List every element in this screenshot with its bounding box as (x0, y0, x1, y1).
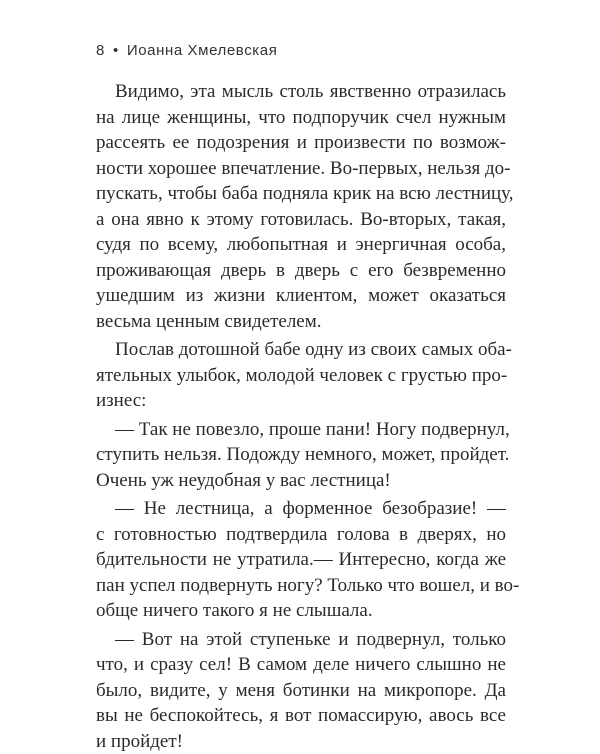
text-line: изнес: (96, 388, 506, 414)
paragraph (96, 79, 506, 334)
text-line: — Не лестница, а форменное безобразие! — (96, 496, 506, 522)
paragraph (96, 417, 506, 494)
text-line: ности хорошее впечатление. Во-первых, нельзя до- (96, 156, 506, 182)
text-line: и пройдет! (96, 729, 506, 754)
paragraph (96, 627, 506, 754)
paragraph (96, 496, 506, 624)
page-number: 8 (96, 42, 105, 59)
text-line: ступить нельзя. Подожду немного, может, пройдет. (96, 442, 506, 468)
text-line: ятельных улыбок, молодой человек с грустью про- (96, 363, 506, 389)
text-line: ушедшим из жизни клиентом, может оказаться (96, 283, 506, 309)
running-header (96, 42, 277, 59)
text-line: бдительности не утратила.— Интересно, когда же (96, 547, 506, 573)
text-line: Очень уж неудобная у вас лестница! (96, 468, 506, 494)
text-line: рассеять ее подозрения и произвести по возмож- (96, 130, 506, 156)
text-line: — Так не повезло, проше пани! Ногу подвернул, (96, 417, 506, 443)
text-line: вы не беспокойтесь, я вот помассирую, авось все (96, 703, 506, 729)
text-line: на лице женщины, что подпоручик счел нужным (96, 105, 506, 131)
text-line: с готовностью подтвердила голова в дверях, но (96, 522, 506, 548)
text-line: было, видите, у меня ботинки на микропоре. Да (96, 678, 506, 704)
text-line: судя по всему, любопытная и энергичная особа, (96, 232, 506, 258)
text-line: весьма ценным свидетелем. (96, 309, 506, 335)
text-line: Послав дотошной бабе одну из своих самых оба- (96, 337, 506, 363)
text-line: — Вот на этой ступеньке и подвернул, только (96, 627, 506, 653)
text-line: Видимо, эта мысль столь явственно отразилась (96, 79, 506, 105)
header-separator: • (113, 42, 119, 59)
text-line: обще ничего такого я не слышала. (96, 598, 506, 624)
author-name: Иоанна Хмелевская (127, 42, 278, 59)
paragraph (96, 337, 506, 414)
text-line: пан успел подвернуть ногу? Только что вошел, и во- (96, 573, 506, 599)
text-line: а она явно к этому готовилась. Во-вторых, такая, (96, 207, 506, 233)
text-line: пускать, чтобы баба подняла крик на всю лестницу, (96, 181, 506, 207)
text-line: что, и сразу сел! В самом деле ничего слышно не (96, 652, 506, 678)
text-line: проживающая дверь в дверь с его безвременно (96, 258, 506, 284)
body-text (96, 79, 506, 754)
